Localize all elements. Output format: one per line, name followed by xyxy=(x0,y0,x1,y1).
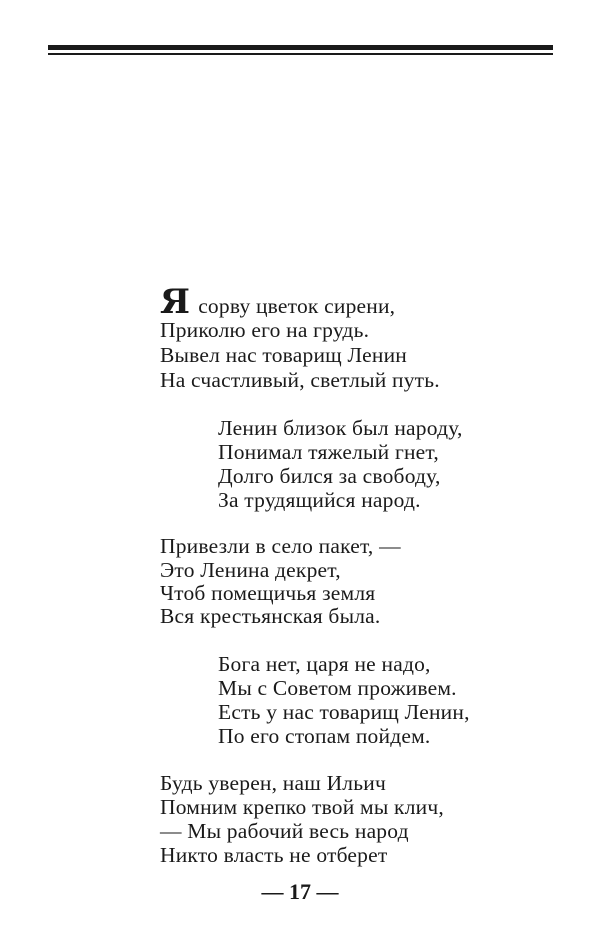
poem-line: — Мы рабочий весь народ xyxy=(160,819,409,843)
poem-line xyxy=(160,282,396,322)
poem-line: Никто власть не отберет xyxy=(160,843,388,867)
poem-line-text: сорву цветок сирени, xyxy=(198,294,396,318)
poem-line: За трудящийся народ. xyxy=(218,488,421,512)
poem-line: Долго бился за свободу, xyxy=(218,464,441,488)
poem-line: Чтоб помещичья земля xyxy=(160,581,376,605)
poem-line: Бога нет, царя не надо, xyxy=(218,652,431,676)
poem-line: Мы с Советом проживем. xyxy=(218,676,457,700)
poem-line: Ленин близок был народу, xyxy=(218,416,463,440)
poem-line: Есть у нас товарищ Ленин, xyxy=(218,700,470,724)
poem-line: Помним крепко твой мы клич, xyxy=(160,795,444,819)
page-number: — 17 — xyxy=(261,879,339,904)
poem-line: Вывел нас товарищ Ленин xyxy=(160,343,407,367)
drop-cap: Я xyxy=(160,282,191,322)
poem-line: Приколю его на грудь. xyxy=(160,318,370,342)
poem-line: Вся крестьянская была. xyxy=(160,604,381,628)
poem-line: Будь уверен, наш Ильич xyxy=(160,771,386,795)
poem-line: По его стопам пойдем. xyxy=(218,724,431,748)
poem-line: Привезли в село пакет, — xyxy=(160,534,401,558)
poem-line: На счастливый, светлый путь. xyxy=(160,368,440,392)
poem-line: Понимал тяжелый гнет, xyxy=(218,440,439,464)
poem-line: Это Ленина декрет, xyxy=(160,558,341,582)
